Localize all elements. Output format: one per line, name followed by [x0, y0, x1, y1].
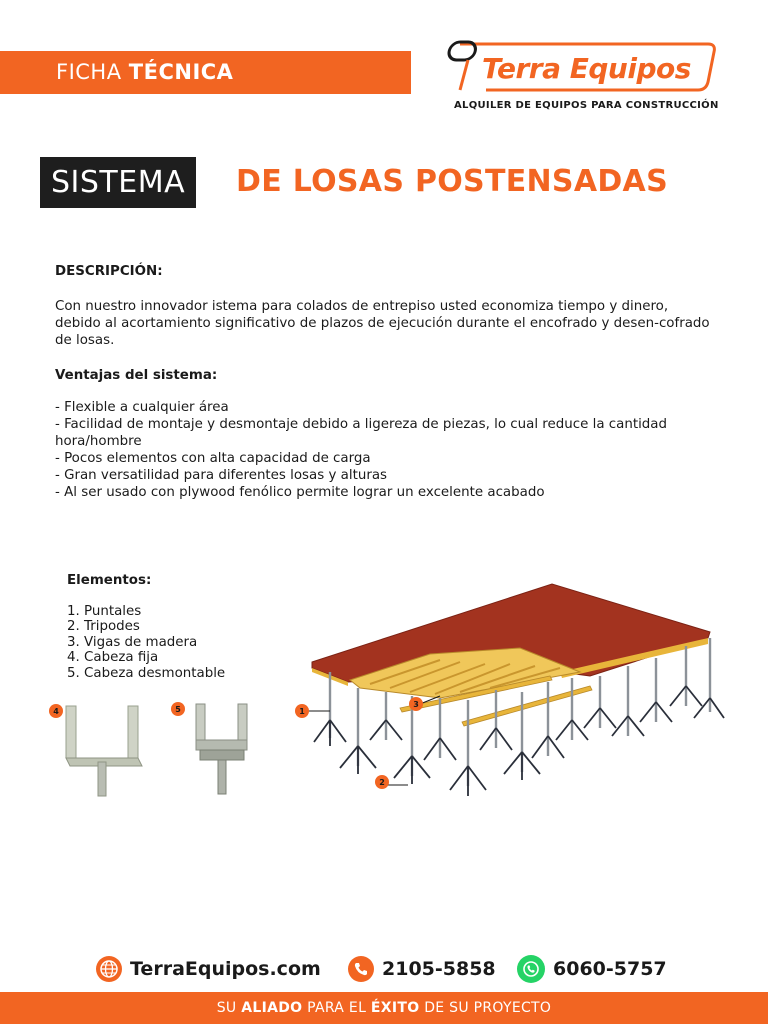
removable-head-illustration	[190, 700, 256, 798]
description-heading-text: DESCRIPCIÓN:	[55, 264, 163, 279]
slogan-part: PARA EL	[302, 1000, 371, 1016]
slab-system-illustration	[290, 580, 730, 810]
title-rest: DE LOSAS POSTENSADAS	[236, 164, 668, 199]
company-logo	[446, 38, 718, 118]
fixed-head-illustration	[62, 700, 148, 798]
list-item: - Pocos elementos con alta capacidad de carga	[55, 451, 371, 466]
brand-name: Terra Equipos	[482, 52, 691, 85]
list-item: - Flexible a cualquier área	[55, 400, 229, 415]
phone-contact[interactable]	[348, 954, 496, 984]
slogan-part: SU	[216, 1000, 242, 1016]
list-item: 4. Cabeza fija	[67, 650, 159, 666]
advantages-heading-text: Ventajas del sistema:	[55, 368, 218, 383]
callout-badge-2: 2	[375, 775, 389, 789]
ficha-light: FICHA	[56, 60, 122, 84]
slogan-part: DE SU PROYECTO	[419, 1000, 552, 1016]
globe-icon	[96, 956, 122, 982]
callout-badge-1: 1	[295, 704, 309, 718]
website-link[interactable]: TerraEquipos.com	[130, 958, 321, 980]
list-item: - Gran versatilidad para diferentes losas y alturas	[55, 468, 388, 483]
whatsapp-icon	[517, 955, 545, 983]
whatsapp-contact[interactable]	[517, 954, 667, 984]
footer-band	[0, 992, 768, 1024]
brand-tagline: ALQUILER DE EQUIPOS PARA CONSTRUCCIÓN	[454, 100, 719, 111]
advantages-heading	[55, 367, 217, 384]
title-boxed-text: SISTEMA	[51, 165, 186, 200]
phone-number[interactable]: 2105-5858	[382, 958, 496, 980]
list-item: - Facilidad de montaje y desmontaje debido a ligereza de piezas, lo cual reduce la cantidad hora/hombre	[55, 417, 668, 449]
elements-heading: Elementos:	[67, 573, 152, 588]
callout-badge-5: 5	[171, 702, 185, 716]
list-item: 3. Vigas de madera	[67, 634, 198, 650]
list-item: 2. Tripodes	[67, 619, 140, 635]
list-item: - Al ser usado con plywood fenólico permite lograr un excelente acabado	[55, 485, 545, 500]
advantages-list	[55, 399, 720, 501]
description-heading	[55, 263, 163, 280]
description-body: Con nuestro innovador istema para colados de entrepiso usted economiza tiempo y dinero, debido al acortamiento significativo de plazos de ejecución durante el encofrado y desen-cofrado de losas.	[55, 299, 710, 348]
whatsapp-number[interactable]: 6060-5757	[553, 958, 667, 980]
callout-badge-3: 3	[409, 697, 423, 711]
title-boxed	[40, 157, 196, 208]
phone-icon	[348, 956, 374, 982]
ficha-tecnica-label	[56, 60, 233, 84]
slogan-bold: ÉXITO	[370, 1000, 420, 1016]
footer-slogan	[217, 1000, 551, 1016]
elements-list	[67, 573, 225, 682]
website-contact[interactable]	[96, 954, 321, 984]
slogan-bold: ALIADO	[241, 1000, 303, 1016]
ficha-bold: TÉCNICA	[128, 60, 234, 84]
list-item: 1. Puntales	[67, 603, 142, 619]
list-item: 5. Cabeza desmontable	[67, 665, 226, 681]
callout-badge-4: 4	[49, 704, 63, 718]
header-band	[0, 51, 411, 94]
